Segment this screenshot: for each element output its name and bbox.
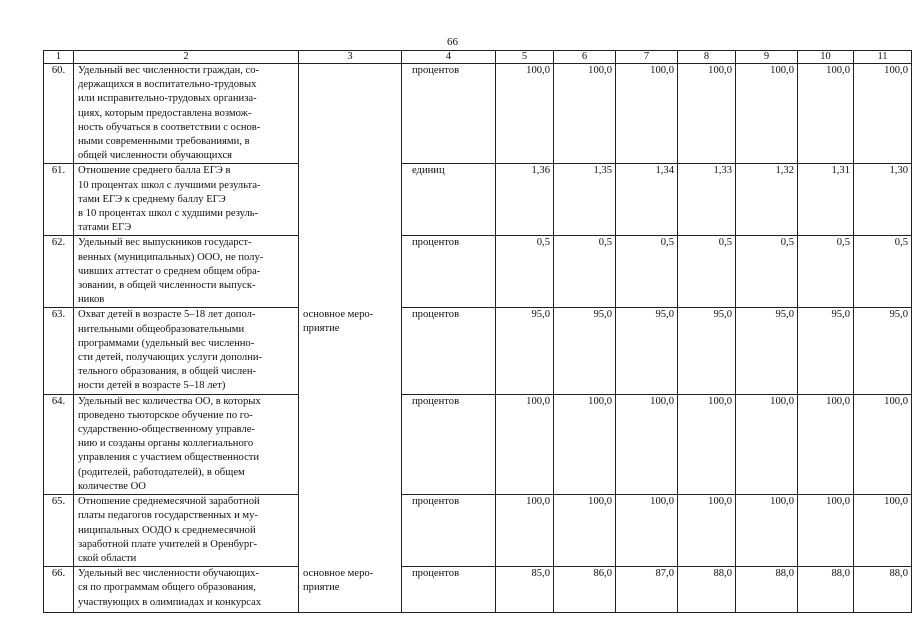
row-number: 61. (44, 164, 74, 236)
row-number: 63. (44, 308, 74, 394)
value-cell: 100,0 (798, 64, 854, 164)
value-cell: 100,0 (736, 64, 798, 164)
unit-cell: процентов (402, 567, 496, 613)
value-cell: 100,0 (678, 64, 736, 164)
measure-cell (299, 236, 402, 308)
column-header: 1 (44, 51, 74, 64)
table-row (44, 164, 912, 236)
column-header: 10 (798, 51, 854, 64)
value-cell: 100,0 (854, 64, 912, 164)
value-cell: 1,30 (854, 164, 912, 236)
value-cell: 1,34 (616, 164, 678, 236)
value-cell: 100,0 (496, 495, 554, 567)
value-cell: 100,0 (798, 394, 854, 494)
value-cell: 100,0 (678, 394, 736, 494)
value-cell: 100,0 (678, 495, 736, 567)
value-cell: 100,0 (554, 64, 616, 164)
unit-cell: процентов (402, 64, 496, 164)
row-number: 62. (44, 236, 74, 308)
value-cell: 100,0 (616, 495, 678, 567)
row-number: 60. (44, 64, 74, 164)
value-cell: 100,0 (496, 64, 554, 164)
unit-cell: процентов (402, 495, 496, 567)
value-cell: 1,31 (798, 164, 854, 236)
value-cell: 95,0 (554, 308, 616, 394)
value-cell: 0,5 (736, 236, 798, 308)
indicator-description: Удельный вес количества ОО, в которых проведено тьюторское обучение по го- сударственно-общественному управле- нию и созданы органы коллегиального управления с участием общественности (родителей, работодателей), в общем количестве ОО (74, 394, 299, 494)
value-cell: 87,0 (616, 567, 678, 613)
value-cell: 0,5 (554, 236, 616, 308)
column-header: 4 (402, 51, 496, 64)
value-cell: 85,0 (496, 567, 554, 613)
table-row (44, 567, 912, 613)
measure-cell: основное меро- приятие (299, 308, 402, 394)
table-row (44, 394, 912, 494)
value-cell: 100,0 (854, 394, 912, 494)
row-number: 64. (44, 394, 74, 494)
measure-cell (299, 495, 402, 567)
value-cell: 0,5 (496, 236, 554, 308)
measure-cell: основное меро- приятие (299, 567, 402, 613)
value-cell: 100,0 (736, 394, 798, 494)
value-cell: 95,0 (854, 308, 912, 394)
value-cell: 0,5 (798, 236, 854, 308)
value-cell: 100,0 (554, 495, 616, 567)
table-row (44, 308, 912, 394)
value-cell: 95,0 (616, 308, 678, 394)
value-cell: 0,5 (678, 236, 736, 308)
value-cell: 100,0 (616, 394, 678, 494)
column-number-row (44, 51, 912, 64)
indicator-description: Удельный вес выпускников государст- венных (муниципальных) ООО, не полу- чивших аттестат о среднем общем обра- зовании, в общей численности выпуск- ников (74, 236, 299, 308)
indicator-description: Удельный вес численности обучающих- ся по программам общего образования, участвующих в олимпиадах и конкурсах (74, 567, 299, 613)
measure-cell (299, 164, 402, 236)
column-header: 11 (854, 51, 912, 64)
value-cell: 1,36 (496, 164, 554, 236)
value-cell: 88,0 (854, 567, 912, 613)
page-number: 66 (447, 36, 458, 48)
unit-cell: единиц (402, 164, 496, 236)
table-row (44, 64, 912, 164)
table-row (44, 236, 912, 308)
value-cell: 1,33 (678, 164, 736, 236)
measure-cell (299, 394, 402, 494)
value-cell: 88,0 (678, 567, 736, 613)
value-cell: 100,0 (616, 64, 678, 164)
value-cell: 100,0 (496, 394, 554, 494)
value-cell: 88,0 (798, 567, 854, 613)
column-header: 5 (496, 51, 554, 64)
value-cell: 100,0 (554, 394, 616, 494)
column-header: 9 (736, 51, 798, 64)
value-cell: 1,35 (554, 164, 616, 236)
column-header: 8 (678, 51, 736, 64)
indicator-description: Охват детей в возрасте 5–18 лет допол- нительными общеобразовательными программами (удельный вес численно- сти детей, получающих услуги дополни- тельного образования, в общей числен- ности детей в возрасте 5–18 лет) (74, 308, 299, 394)
indicators-table (43, 50, 912, 613)
value-cell: 0,5 (854, 236, 912, 308)
column-header: 3 (299, 51, 402, 64)
row-number: 66. (44, 567, 74, 613)
value-cell: 100,0 (854, 495, 912, 567)
value-cell: 100,0 (798, 495, 854, 567)
indicator-description: Удельный вес численности граждан, со- держащихся в воспитательно-трудовых или исправительно-трудовых организа- циях, которым предоставлена возмож- ность обучаться в соответствии с основ- ными современными требованиями, в общей численности обучающихся (74, 64, 299, 164)
value-cell: 88,0 (736, 567, 798, 613)
value-cell: 0,5 (616, 236, 678, 308)
value-cell: 95,0 (798, 308, 854, 394)
column-header: 6 (554, 51, 616, 64)
value-cell: 95,0 (736, 308, 798, 394)
indicator-description: Отношение среднемесячной заработной платы педагогов государственных и му- ниципальных ООДО к среднемесячной заработной плате учителей в Оренбург- ской области (74, 495, 299, 567)
column-header: 7 (616, 51, 678, 64)
value-cell: 95,0 (496, 308, 554, 394)
value-cell: 100,0 (736, 495, 798, 567)
value-cell: 95,0 (678, 308, 736, 394)
unit-cell: процентов (402, 308, 496, 394)
row-number: 65. (44, 495, 74, 567)
measure-cell (299, 64, 402, 164)
indicator-description: Отношение среднего балла ЕГЭ в 10 процентах школ с лучшими результа- тами ЕГЭ к среднему баллу ЕГЭ в 10 процентах школ с худшими резуль- татами ЕГЭ (74, 164, 299, 236)
value-cell: 86,0 (554, 567, 616, 613)
unit-cell: процентов (402, 236, 496, 308)
column-header: 2 (74, 51, 299, 64)
table-row (44, 495, 912, 567)
unit-cell: процентов (402, 394, 496, 494)
value-cell: 1,32 (736, 164, 798, 236)
